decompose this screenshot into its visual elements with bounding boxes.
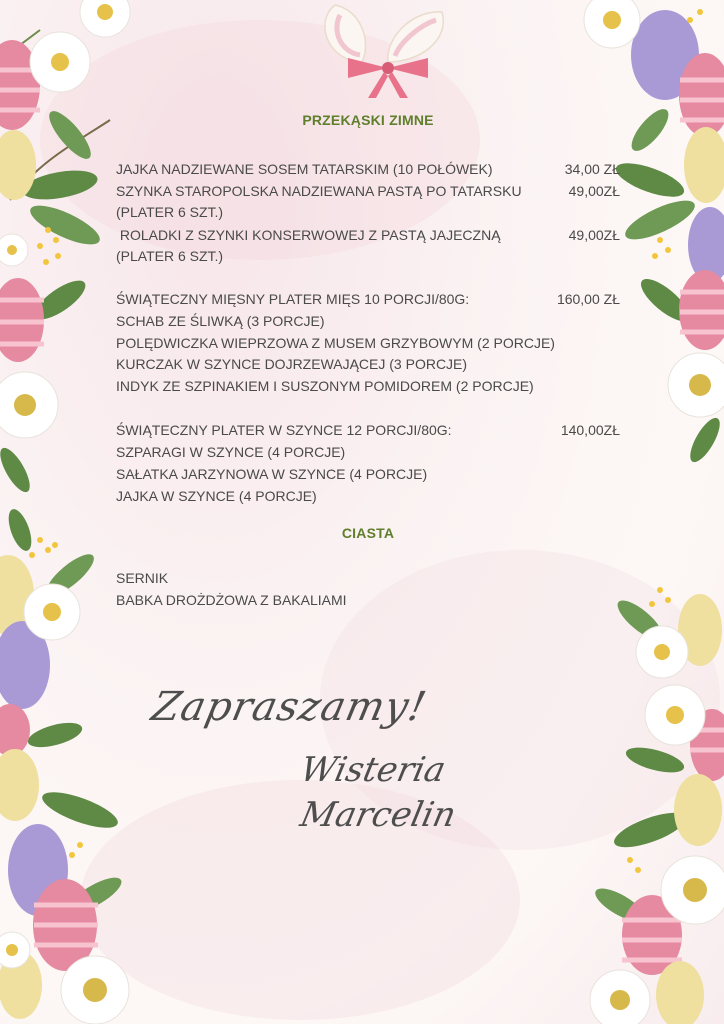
menu-item-detail [116,442,620,462]
menu-item-name: JAJKA NADZIEWANE SOSEM TATARSKIM (10 POŁÓWEK) [116,161,493,177]
menu-item-name: BABKA DROŻDŻOWA Z BAKALIAMI [116,592,347,608]
menu-item-price: 34,00 ZŁ [564,161,620,177]
menu-item-price: 140,00ZŁ [560,422,620,438]
menu-item [116,289,620,309]
menu-item-detail [116,333,620,353]
restaurant-name-line2: Marcelin [296,795,460,835]
menu-item-name: ŚWIĄTECZNY MIĘSNY PLATER MIĘS 10 PORCJI/80G: [116,291,470,307]
menu-item-name: SCHAB ZE ŚLIWKĄ (3 PORCJE) [116,313,325,329]
menu-item-detail [116,354,620,374]
menu-item-name: ROLADKI Z SZYNKI KONSERWOWEJ Z PASTĄ JAJECZNĄ [116,227,501,243]
menu-item [116,590,620,610]
menu-item-price: 49,00ZŁ [568,227,620,243]
menu-item-name: INDYK ZE SZPINAKIEM I SUSZONYM POMIDOREM (2 PORCJE) [116,378,534,394]
menu-item-detail [116,202,620,222]
menu-item-name: (PLATER 6 SZT.) [116,204,224,220]
section-title-cakes: CIASTA [341,525,395,541]
section-title-cold-appetizers: PRZEKĄSKI ZIMNE [302,112,434,128]
menu-item-name: JAJKA W SZYNCE (4 PORCJE) [116,488,317,504]
menu-item-price: 49,00ZŁ [568,183,620,199]
invitation-script: Zapraszamy! [147,684,431,730]
menu-item [116,420,620,440]
menu-item-name: KURCZAK W SZYNCE DOJRZEWAJĄCEJ (3 PORCJE) [116,356,468,372]
menu-item-name: ŚWIĄTECZNY PLATER W SZYNCE 12 PORCJI/80G: [116,422,452,438]
menu-item-name: POLĘDWICZKA WIEPRZOWA Z MUSEM GRZYBOWYM (2 PORCJE) [116,335,555,351]
menu-item-detail [116,246,620,266]
menu-item [116,225,620,245]
menu-item [116,568,620,588]
menu-item-detail [116,486,620,506]
restaurant-name-line1: Wisteria [296,750,450,790]
menu-item [116,181,620,201]
menu-item-name: SZPARAGI W SZYNCE (4 PORCJE) [116,444,346,460]
menu-item-name: (PLATER 6 SZT.) [116,248,224,264]
menu-item-detail [116,376,620,396]
menu-item-name: SZYNKA STAROPOLSKA NADZIEWANA PASTĄ PO TATARSKU [116,183,522,199]
menu-item [116,159,620,179]
menu-item-name: SERNIK [116,570,169,586]
menu-item-name: SAŁATKA JARZYNOWA W SZYNCE (4 PORCJE) [116,466,428,482]
menu-item-detail [116,464,620,484]
menu-item-detail [116,311,620,331]
menu-item-price: 160,00 ZŁ [556,291,620,307]
